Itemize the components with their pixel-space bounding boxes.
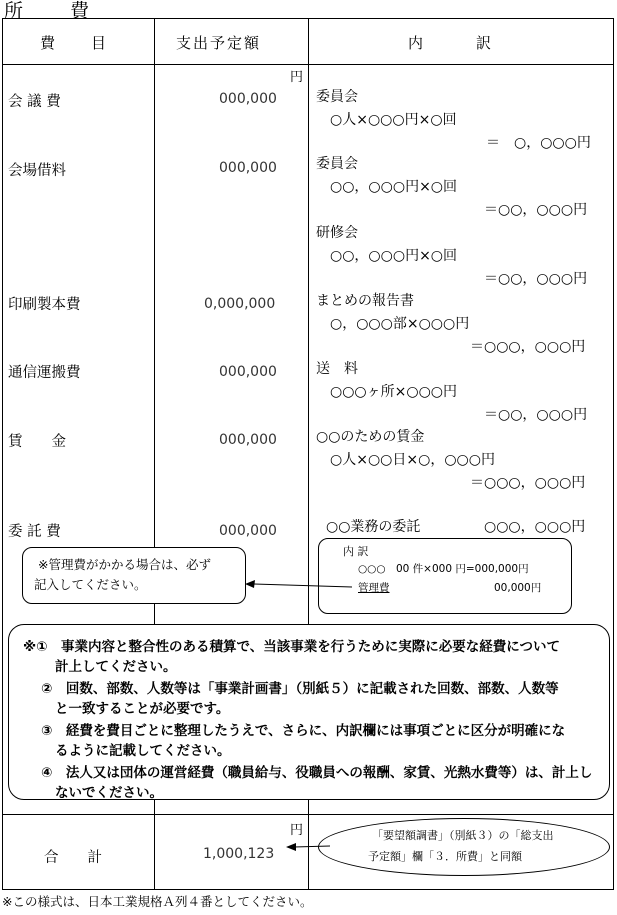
header-amount: 支出予定額 <box>176 34 262 52</box>
note-line: ③ 経費を費目ごとに整理したうえで、さらに、内訳欄には事項ごとに区分が明確にな <box>41 723 566 739</box>
detail-line: ○○業務の委託 <box>326 519 421 535</box>
detail-line: ○○，○○○円×○回 <box>330 179 458 195</box>
page-title: 所 費 <box>4 0 104 22</box>
note-line: ② 回数、部数、人数等は「事業計画書」（別紙５）に記載された回数、部数、人数等 <box>41 681 559 697</box>
header-divider <box>2 64 614 65</box>
note-line: と一致することが必要です。 <box>55 701 230 717</box>
item-amount: 000,000 <box>219 160 277 176</box>
detail-line: ＝○○○，○○○円 <box>470 339 586 355</box>
item-label: 通信運搬費 <box>8 365 81 381</box>
item-amount: 0,000,000 <box>204 296 276 312</box>
detail-line: ○人×○○○円×○回 <box>330 112 457 128</box>
detail-line: 送 料 <box>316 361 358 377</box>
detail-line: 委員会 <box>316 156 358 172</box>
header-item: 費 目 <box>40 34 109 52</box>
item-amount: 000,000 <box>219 364 277 380</box>
total-amount: 1,000,123 <box>203 846 275 862</box>
detail-line: 研修会 <box>316 225 358 241</box>
item-label: 印刷製本費 <box>8 297 81 313</box>
detail-line: ○，○○○部×○○○円 <box>330 316 470 332</box>
detail-line: 委員会 <box>316 89 358 105</box>
detail-line: ○○○，○○○円 <box>484 519 586 535</box>
item-label: 会場借料 <box>8 163 66 179</box>
detail-line: ○○のための賃金 <box>316 429 425 445</box>
item-amount: 000,000 <box>219 432 277 448</box>
total-divider <box>2 814 614 815</box>
item-label: 会 議 費 <box>8 94 61 110</box>
detail-line: ＝○○，○○○円 <box>484 271 588 287</box>
header-details: 内 訳 <box>408 34 494 52</box>
breakdown-management-fee: 管理費 <box>358 582 390 594</box>
breakdown-management-value: 00,000円 <box>494 582 542 594</box>
total-label: 合 計 <box>44 850 102 866</box>
detail-line: ＝○○，○○○円 <box>484 202 588 218</box>
notes-box <box>8 624 610 800</box>
item-amount: 000,000 <box>219 523 277 539</box>
total-callout-line: 「要望額調書」（別紙３）の「総支出 <box>372 829 554 842</box>
footer-note: ※この様式は、日本工業規格Ａ列４番としてください。 <box>2 894 313 909</box>
note-line: るように記載してください。 <box>55 743 231 759</box>
note-line: ④ 法人又は団体の運営経費（職員給与、役職員への報酬、家賃、光熱水費等）は、計上し <box>41 765 593 781</box>
detail-line: ○人×○○日×○，○○○円 <box>330 452 495 468</box>
breakdown-line: ○○○ 00 件×000 円=000,000円 <box>358 563 529 575</box>
callout-line: 記入してください。 <box>34 577 147 592</box>
total-callout-line: 予定額」欄「３．所費」と同額 <box>368 850 522 863</box>
note-line: ないでください。 <box>55 785 163 801</box>
yen-unit: 円 <box>290 70 304 85</box>
note-line: 計上してください。 <box>55 659 177 675</box>
item-amount: 000,000 <box>219 91 277 107</box>
note-line: ※① 事業内容と整合性のある積算で、当該事業を行うために実際に必要な経費について <box>23 639 561 655</box>
yen-unit: 円 <box>290 823 304 838</box>
item-label: 賃 金 <box>8 434 66 450</box>
detail-line: ＝ ○，○○○円 <box>486 135 591 151</box>
detail-line: ＝○○○，○○○円 <box>470 475 586 491</box>
detail-line: ＝○○，○○○円 <box>484 407 588 423</box>
breakdown-label: 内 訳 <box>343 545 369 558</box>
detail-line: ○○，○○○円×○回 <box>330 248 458 264</box>
callout-arrow <box>244 572 356 592</box>
callout-line: ※管理費がかかる場合は、必ず <box>38 557 211 572</box>
item-label: 委 託 費 <box>8 524 61 540</box>
detail-line: まとめの報告書 <box>316 293 414 309</box>
detail-line: ○○○ヶ所×○○○円 <box>330 384 458 400</box>
